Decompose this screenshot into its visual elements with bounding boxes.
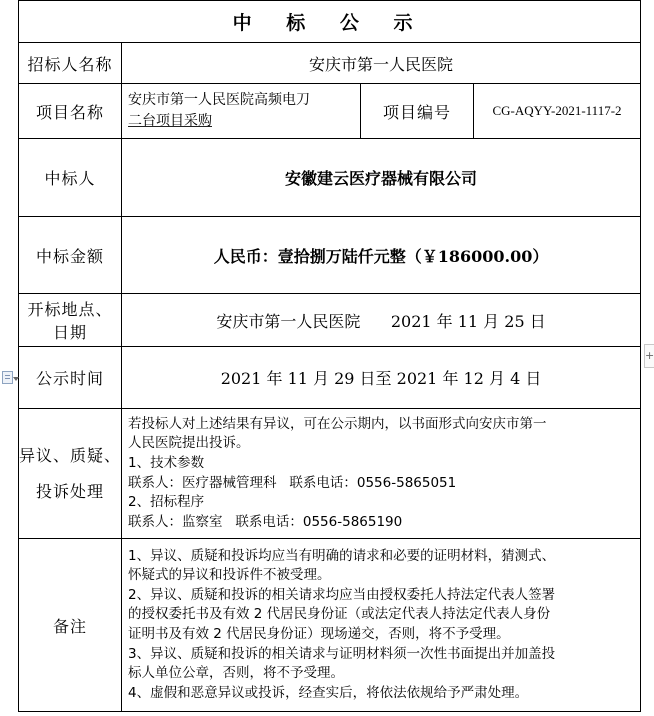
remarks-line: 1、异议、质疑和投诉均应当有明确的请求和必要的证明材料，猜测式、: [128, 547, 556, 564]
remarks-line: 2、异议、质疑和投诉的相关请求均应当由授权委托人持法定代表人签署: [128, 586, 556, 603]
remarks-line: 的授权委托书及有效 2 代居民身份证（或法定代表人持法定代表人身份: [128, 606, 551, 623]
objection-line: 联系人：监察室 联系电话：0556-5865190: [128, 513, 403, 530]
opening-label-line2: 日期: [52, 323, 87, 342]
expand-plus-icon[interactable]: +: [644, 344, 654, 368]
project-row: [19, 84, 641, 139]
objection-line: 联系人：医疗器械管理科 联系电话：0556-5865051: [128, 474, 457, 491]
remarks-row: [19, 539, 641, 712]
amount-label: 中标金额: [19, 217, 122, 294]
dropdown-arrow-icon[interactable]: [13, 377, 19, 381]
opening-label: [19, 294, 122, 347]
project-name-line1: 安庆市第一人民医院高频电刀: [128, 92, 310, 108]
remarks-line: 怀疑式的异议和投诉件不被受理。: [128, 567, 331, 584]
remarks-line: 4、虚假和恶意异议或投诉，经查实后，将依法依规给予严肃处理。: [128, 684, 529, 701]
publicity-value: 2021 年 11 月 29 日至 2021 年 12 月 4 日: [122, 347, 641, 409]
tenderer-row: [19, 43, 641, 84]
remarks-line: 标人单位公章，否则，将不予受理。: [128, 665, 344, 682]
objection-line: 人民医院提出投诉。: [128, 435, 250, 452]
objection-line: 1、技术参数: [128, 454, 205, 471]
project-name-value: [122, 84, 361, 139]
opening-value: 安庆市第一人民医院 2021 年 11 月 25 日: [122, 294, 641, 347]
remarks-line: 3、异议、质疑和投诉的相关请求与证明材料须一次性书面提出并加盖投: [128, 645, 556, 662]
objection-line: 若投标人对上述结果有异议，可在公示期内，以书面形式向安庆市第一: [128, 415, 547, 432]
amount-value: 人民币：壹拾捌万陆仟元整（￥186000.00）: [122, 217, 641, 294]
winner-row: [19, 139, 641, 217]
publicity-label: 公示时间: [19, 347, 122, 409]
page-title: 中 标 公 示: [19, 1, 641, 43]
objection-label-line1: 异议、质疑、: [19, 445, 122, 465]
objection-row: [19, 409, 641, 539]
remarks-content: [122, 539, 641, 712]
award-notice-table: [18, 0, 641, 712]
project-number-value: CG-AQYY-2021-1117-2: [474, 84, 641, 139]
opening-row: [19, 294, 641, 347]
winner-label: 中标人: [19, 139, 122, 217]
objection-line: 2、招标程序: [128, 494, 205, 511]
amount-row: [19, 217, 641, 294]
winner-value: 安徽建云医疗器械有限公司: [122, 139, 641, 217]
document-icon[interactable]: [2, 371, 13, 384]
tenderer-value: 安庆市第一人民医院: [122, 43, 641, 84]
tenderer-label: 招标人名称: [19, 43, 122, 84]
project-name-label: 项目名称: [19, 84, 122, 139]
project-number-label: 项目编号: [361, 84, 474, 139]
remarks-label: 备注: [19, 539, 122, 712]
objection-label: [19, 409, 122, 539]
objection-content: [122, 409, 641, 539]
publicity-row: [19, 347, 641, 409]
remarks-line: 证明书及有效 2 代居民身份证）现场递交，否则，将不予受理。: [128, 626, 510, 642]
opening-label-line1: 开标地点、: [27, 300, 113, 319]
project-name-line2: 二台项目采购: [128, 113, 212, 129]
objection-label-line2: 投诉处理: [35, 481, 104, 501]
title-row: [19, 1, 641, 43]
